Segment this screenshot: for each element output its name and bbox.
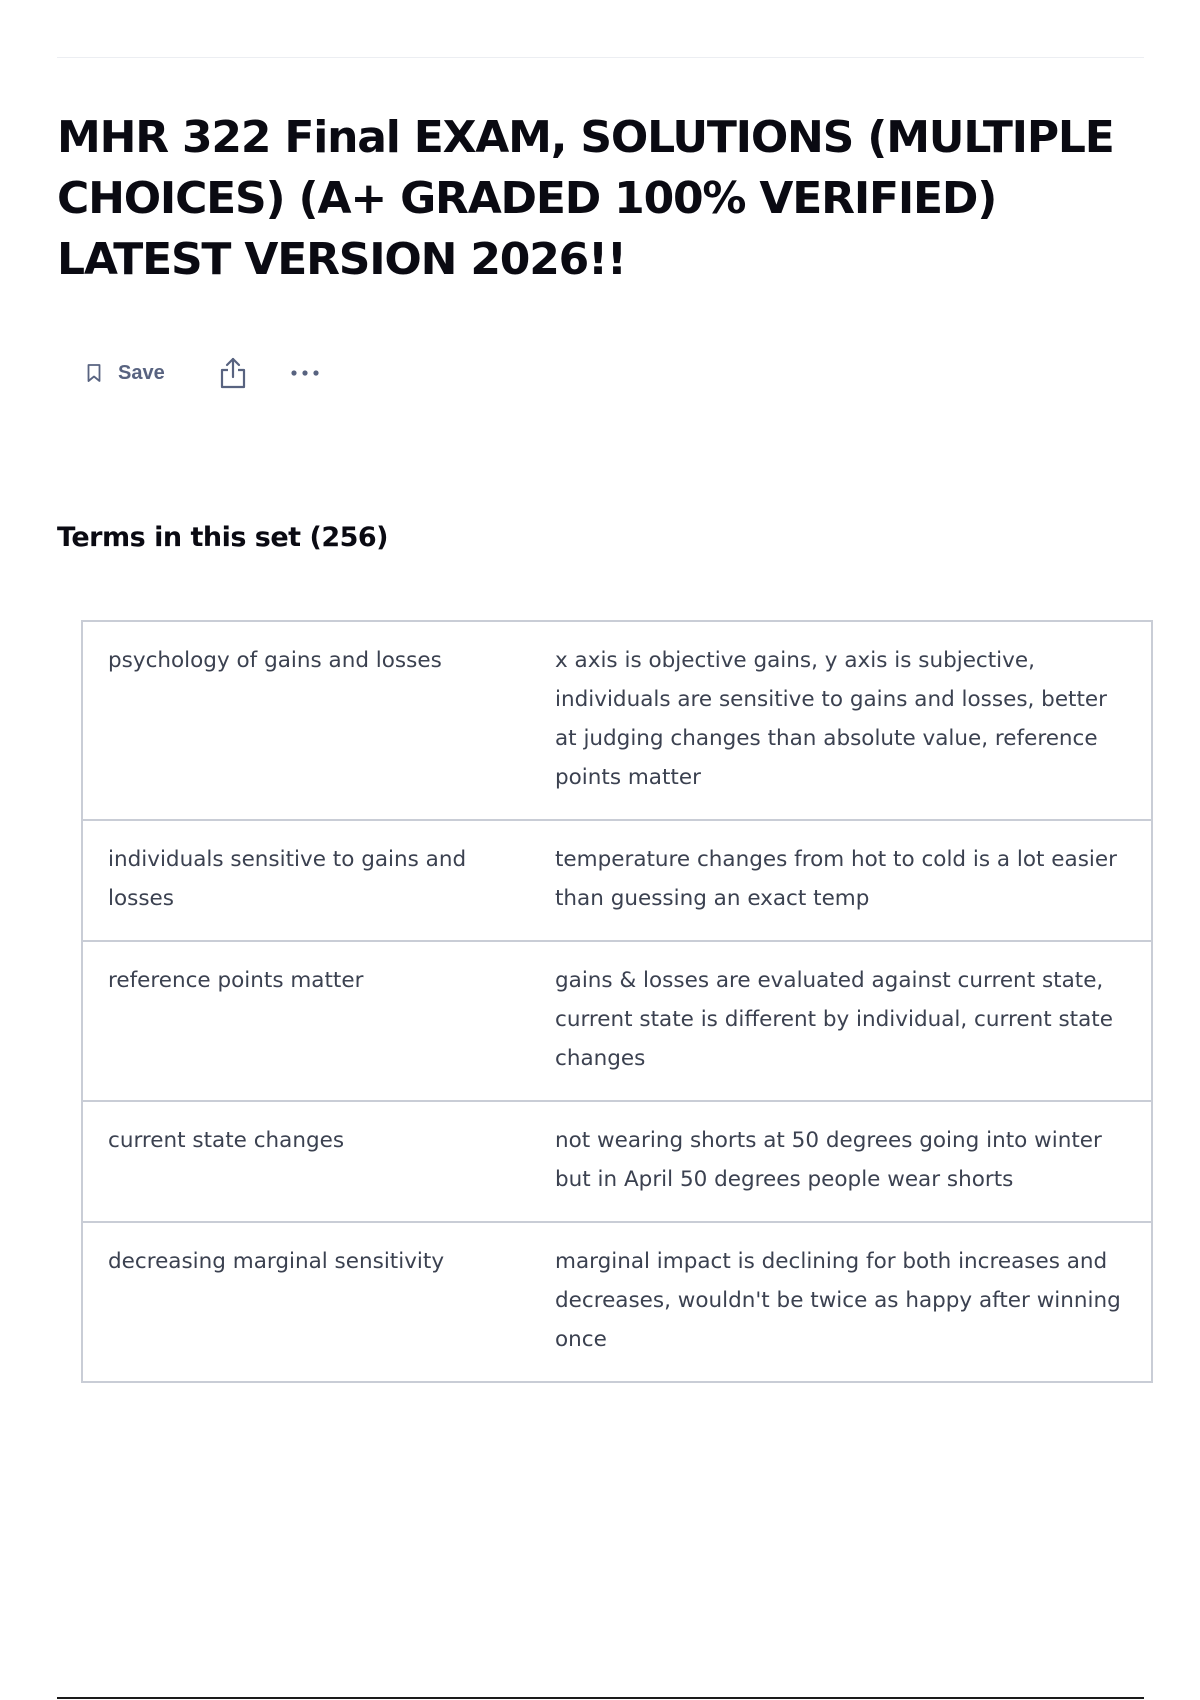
term-row [82,1222,1152,1382]
bookmark-icon [86,363,102,383]
term-text: psychology of gains and losses [108,648,442,673]
term-row [82,621,1152,820]
terms-heading: Terms in this set (256) [57,522,389,553]
definition-text: x axis is objective gains, y axis is subjective, individuals are sensitive to gains and losses, better at judging changes than absolute value, reference points matter [555,648,1107,790]
term-row [82,941,1152,1101]
save-button[interactable] [86,362,165,385]
more-options-button[interactable] [289,355,321,391]
definition-text: temperature changes from hot to cold is a lot easier than guessing an exact temp [555,820,1152,941]
term-row [82,820,1152,941]
definition-text: marginal impact is declining for both increases and decreases, wouldn't be twice as happy after winning once [555,1222,1152,1382]
page-title: MHR 322 Final EXAM, SOLUTIONS (MULTIPLE CHOICES) (A+ GRADED 100% VERIFIED) LATEST VERSION 2026!! [57,112,1114,285]
term-row [82,1101,1152,1222]
save-button-label: Save [118,361,165,384]
term-text: reference points matter [82,941,555,1101]
share-button[interactable] [217,355,249,391]
terms-table [81,620,1153,1383]
more-options-icon [290,369,320,377]
term-text: current state changes [82,1101,555,1222]
set-actions-toolbar [86,355,321,391]
definition-text: not wearing shorts at 50 degrees going into winter but in April 50 degrees people wear shorts [555,1101,1152,1222]
share-icon [218,356,248,390]
definition-text: gains & losses are evaluated against current state, current state is different by individual, current state changes [555,941,1152,1101]
bottom-divider [57,1697,1144,1699]
term-text: individuals sensitive to gains and losses [82,820,555,941]
term-text: decreasing marginal sensitivity [82,1222,555,1382]
top-divider [57,57,1144,58]
